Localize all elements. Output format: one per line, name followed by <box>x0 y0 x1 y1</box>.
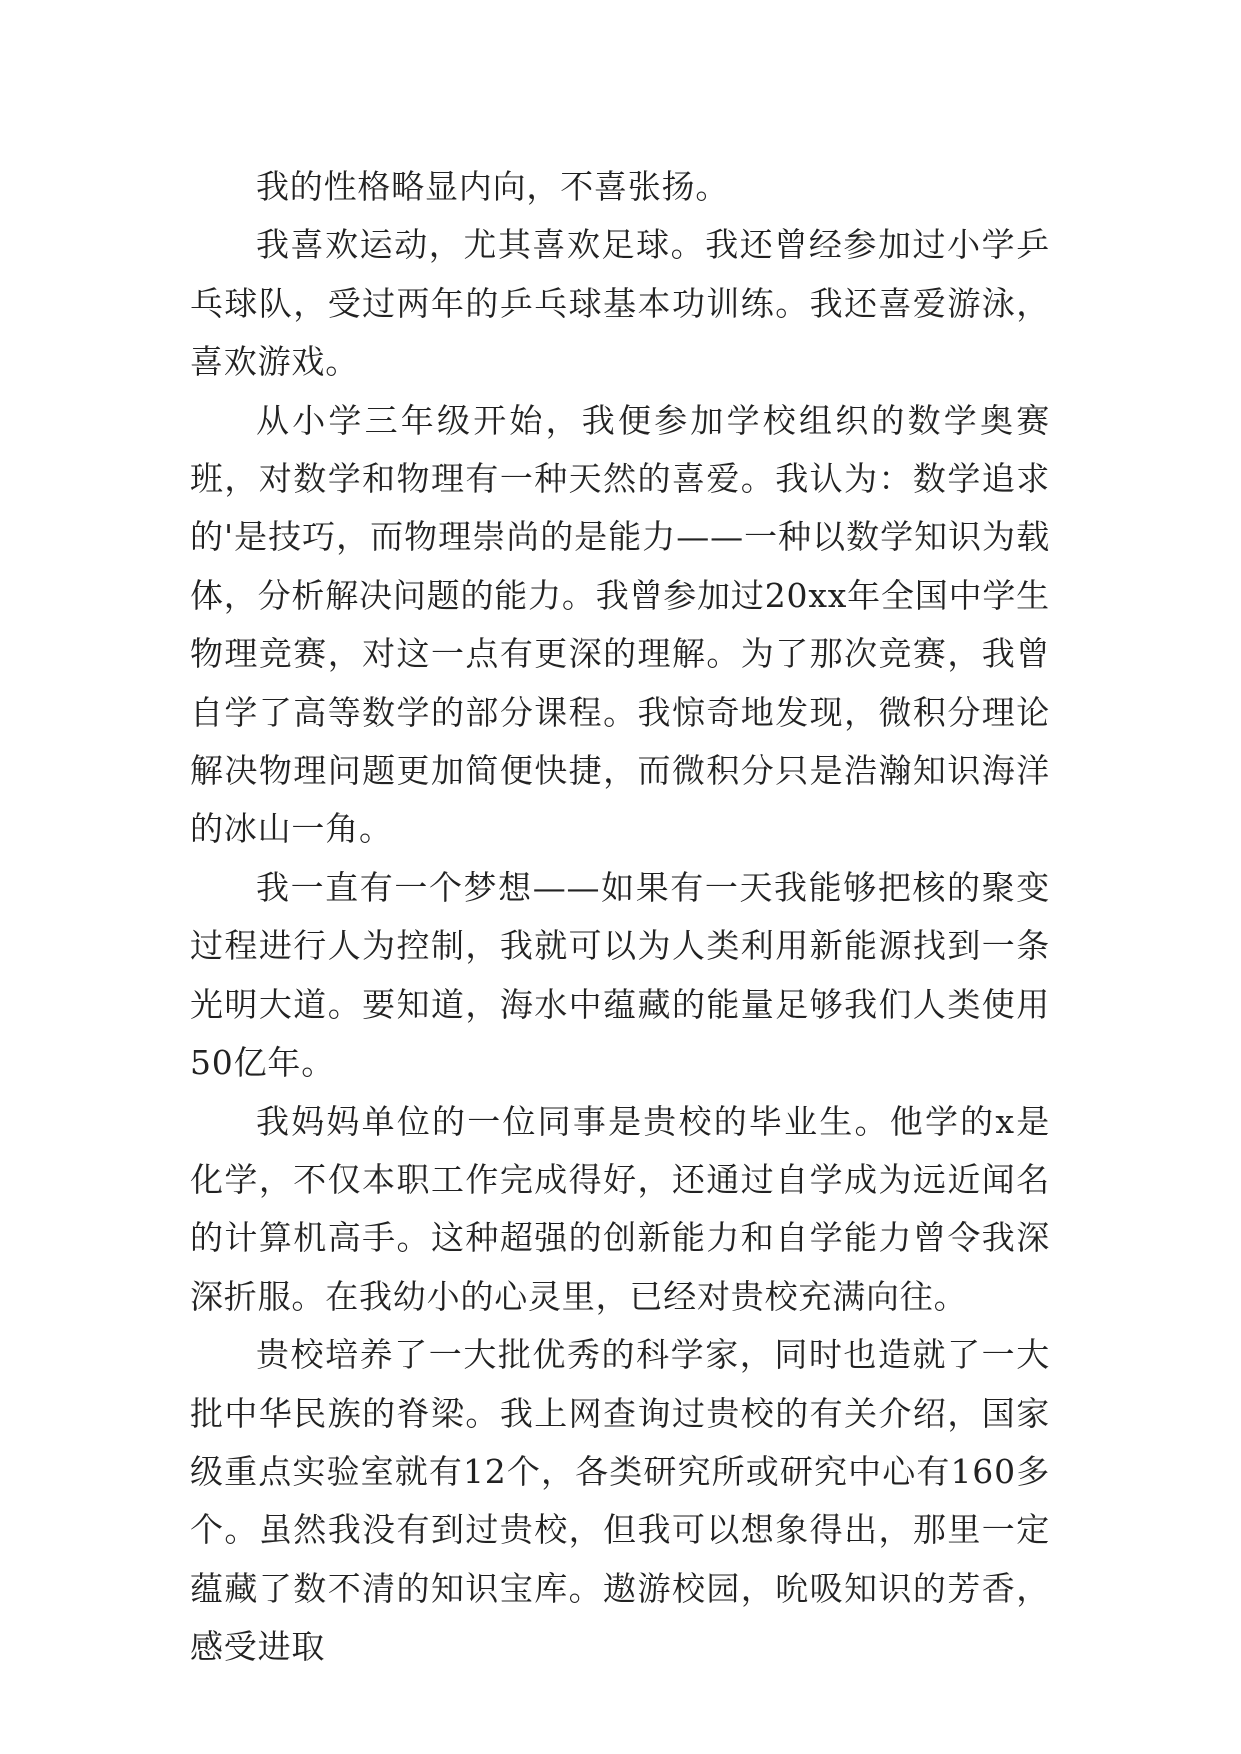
paragraph-colleague: 我妈妈单位的一位同事是贵校的毕业生。他学的x是化学，不仅本职工作完成得好，还通过自学成为远近闻名的计算机高手。这种超强的创新能力和自学能力曾令我深深折服。在我幼小的心灵里，已经对贵校充满向往。 <box>190 1101 1050 1316</box>
paragraph-school: 贵校培养了一大批优秀的科学家，同时也造就了一大批中华民族的脊梁。我上网查询过贵校的有关介绍，国家级重点实验室就有12个，各类研究所或研究中心有160多个。虽然我没有到过贵校，但我可以想象得出，那里一定蕴藏了数不清的知识宝库。遨游校园，吮吸知识的芳香，感受进取 <box>190 1335 1050 1667</box>
document-body <box>190 158 1050 1677</box>
paragraph-personality: 我的性格略显内向，不喜张扬。 <box>256 167 730 206</box>
paragraph-hobbies: 我喜欢运动，尤其喜欢足球。我还曾经参加过小学乒乓球队，受过两年的乒乓球基本功训练。我还喜爱游泳，喜欢游戏。 <box>190 225 1050 382</box>
paragraph-dream: 我一直有一个梦想——如果有一天我能够把核的聚变过程进行人为控制，我就可以为人类利用新能源找到一条光明大道。要知道，海水中蕴藏的能量足够我们人类使用50亿年。 <box>190 867 1050 1083</box>
paragraph-math-physics: 从小学三年级开始，我便参加学校组织的数学奥赛班，对数学和物理有一种天然的喜爱。我认为：数学追求的'是技巧，而物理崇尚的是能力——一种以数学知识为载体，分析解决问题的能力。我曾参加过20xx年全国中学生物理竞赛，对这一点有更深的理解。为了那次竞赛，我曾自学了高等数学的部分课程。我惊奇地发现，微积分理论解决物理问题更加简便快捷，而微积分只是浩瀚知识海洋的冰山一角。 <box>190 400 1050 849</box>
